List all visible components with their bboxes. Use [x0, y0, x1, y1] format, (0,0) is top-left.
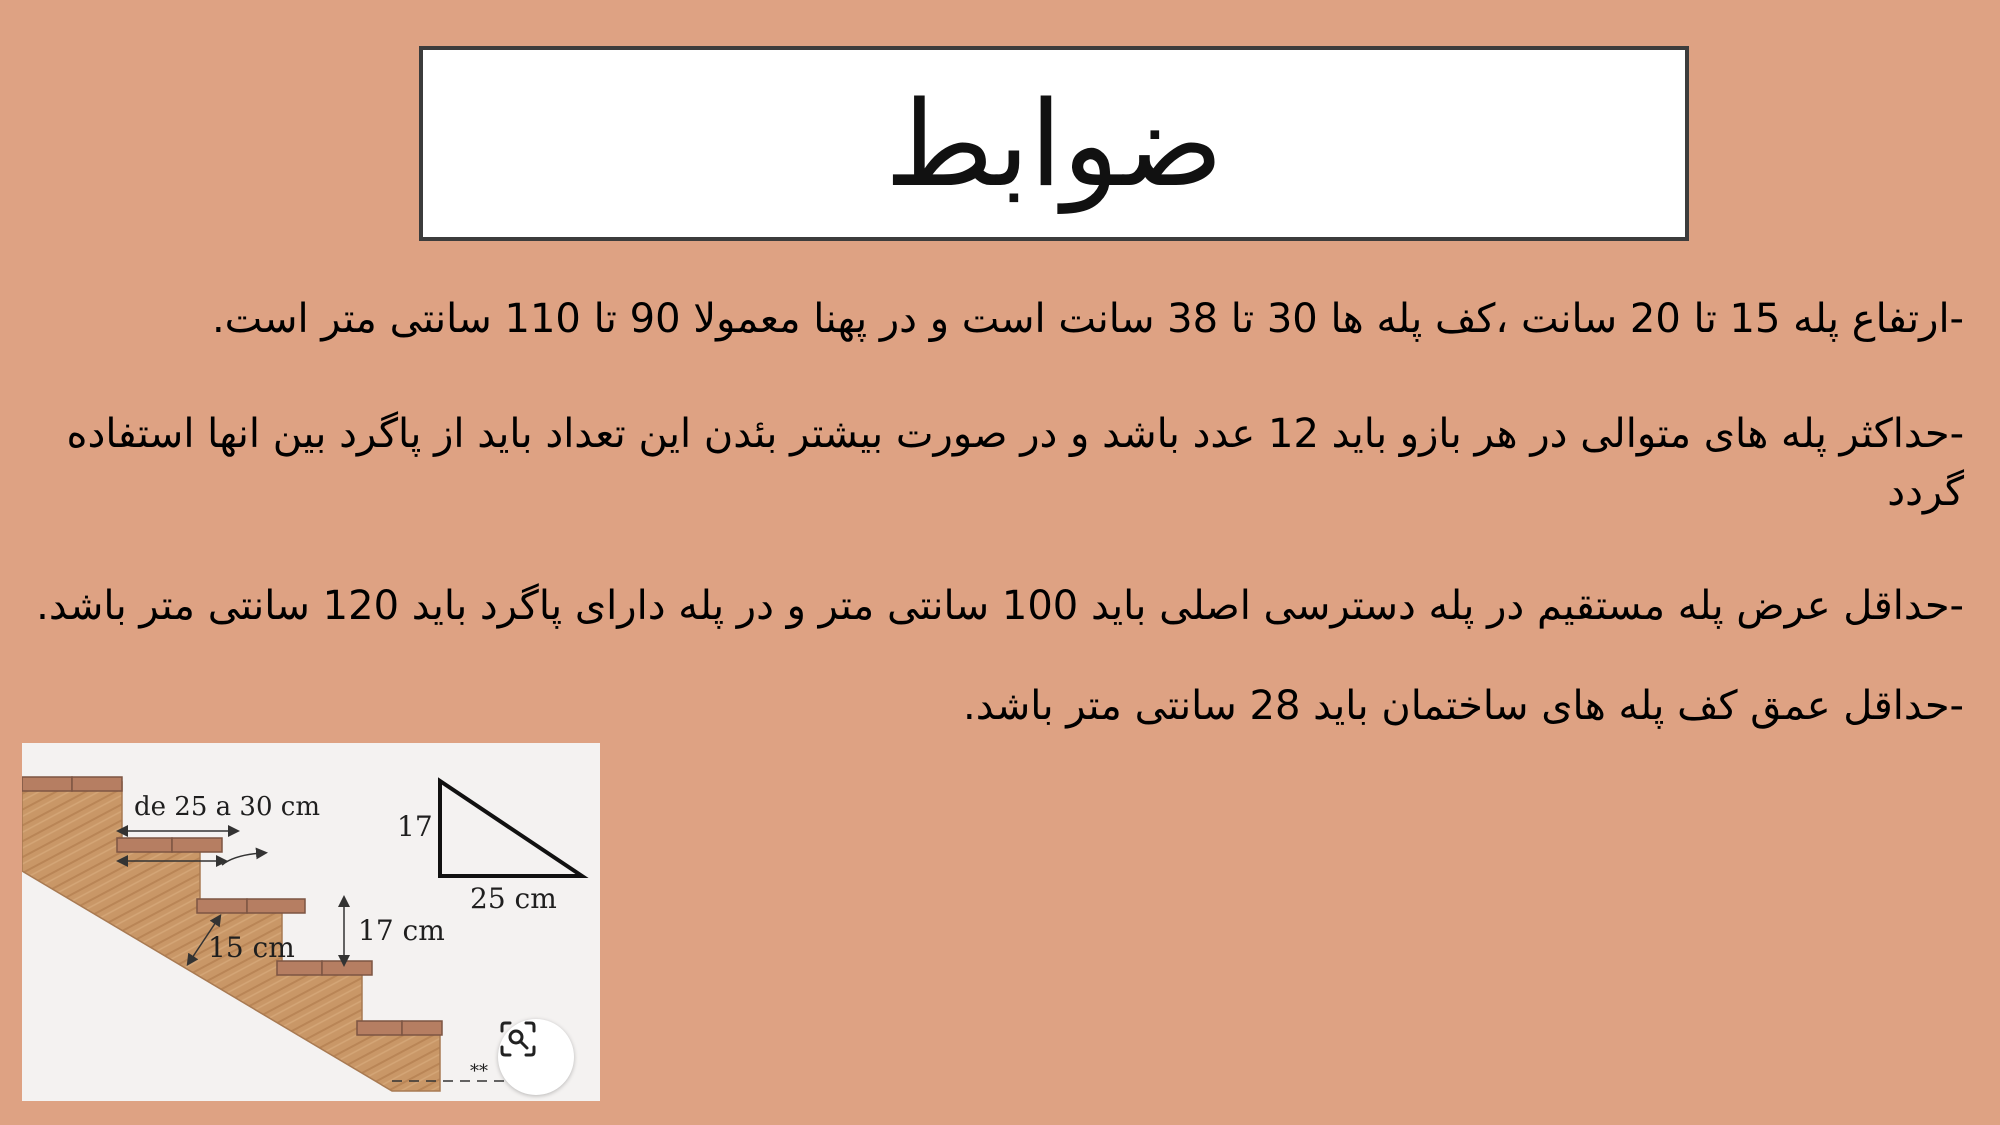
rule-paragraph-1: -ارتفاع پله 15 تا 20 سانت ،کف پله ها 30 تا 38 سانت است و در پهنا معمولا 90 تا 110 سانتی متر است.: [211, 296, 1964, 342]
slope-triangle: [440, 781, 582, 876]
riser-label: 17 cm: [358, 914, 445, 947]
rule-paragraph-3: -حداقل عرض پله مستقیم در پله دسترسی اصلی باید 100 سانتی متر و در پله دارای پاگرد باید 120 سانتی متر باشد.: [36, 583, 1964, 629]
rule-paragraph-4: -حداقل عمق کف پله های ساختمان باید 28 سانتی متر باشد.: [963, 683, 1964, 729]
rule-paragraph-2: -حداکثر پله های متوالی در هر بازو باید 12 عدد باشد و در صورت بیشتر بئدن این تعداد باید از پاگرد بین انها استفاده گردد: [66, 411, 1964, 515]
triangle-height-label: 17: [397, 810, 433, 843]
stair-diagram-image[interactable]: [22, 743, 600, 1101]
tread-label: de 25 a 30 cm: [134, 792, 320, 822]
visual-search-button[interactable]: [498, 1019, 574, 1095]
footnote-mark: **: [470, 1061, 488, 1082]
title-box: [419, 46, 1689, 241]
visual-search-icon: [498, 1019, 538, 1059]
triangle-base-label: 25 cm: [470, 882, 557, 915]
thickness-label: 15 cm: [208, 931, 295, 964]
slide-title: ضوابط: [884, 74, 1224, 213]
